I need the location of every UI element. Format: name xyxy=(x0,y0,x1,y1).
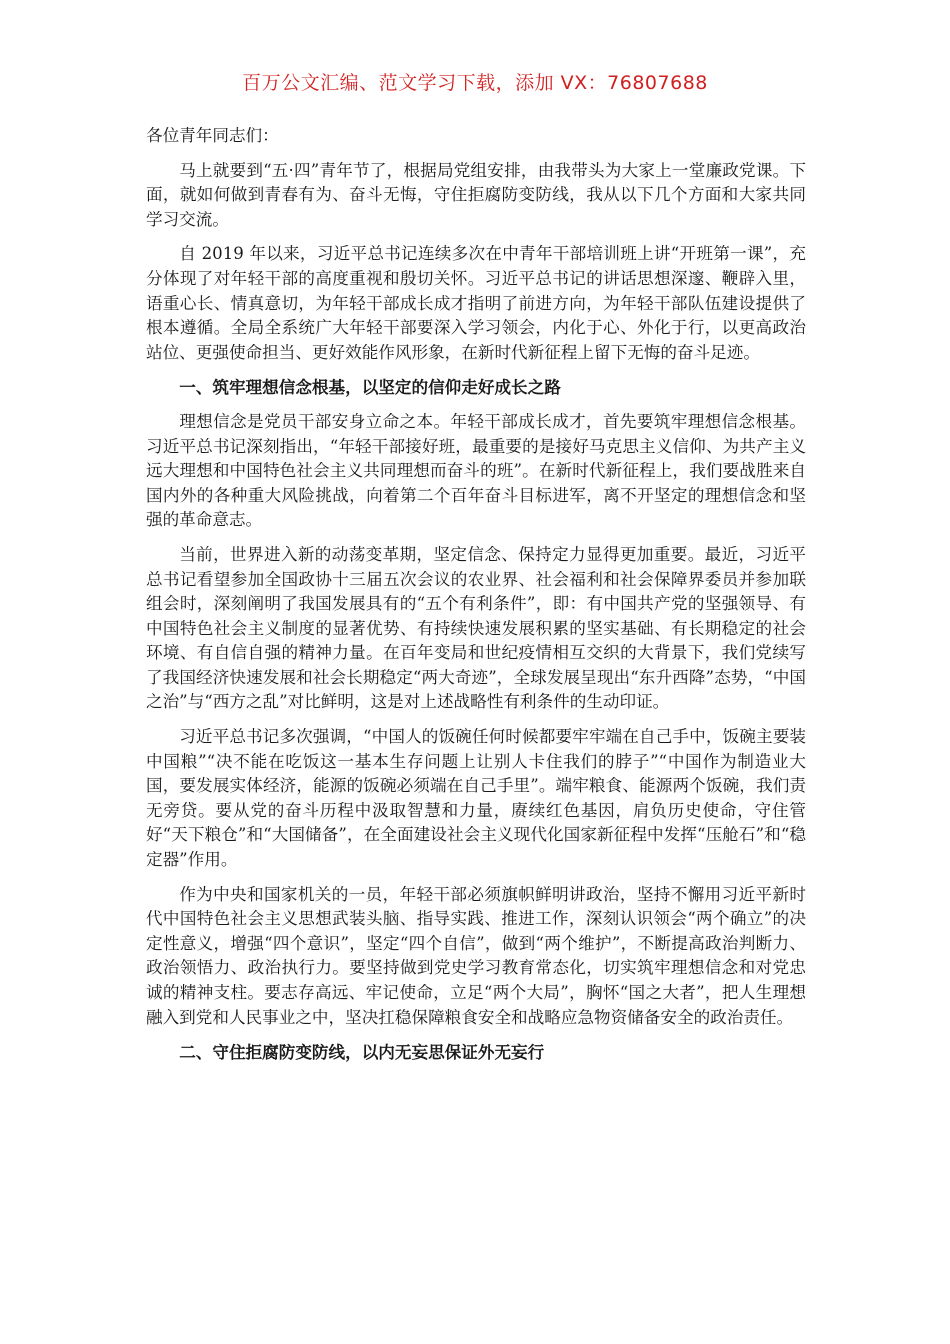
paragraph-intro: 马上就要到“五·四”青年节了，根据局党组安排，由我带头为大家上一堂廉政党课。下面，就如何做到青春有为、奋斗无悔，守住拒腐防变防线，我从以下几个方面和大家共同学习交流。 xyxy=(146,160,806,229)
watermark-banner: 百万公文汇编、范文学习下载，添加 VX：76807688 xyxy=(242,72,708,94)
paragraph-background: 自 2019 年以来，习近平总书记连续多次在中青年干部培训班上讲“开班第一课”，充分体现了对年轻干部的高度重视和殷切关怀。习近平总书记的讲话思想深邃、鞭辟入里，语重心长、情真意切，为年轻干部成长成才指明了前进方向，为年轻干部队伍建设提供了根本遵循。全局全系统广大年轻干部要深入学习领会，内化于心、外化于行，以更高政治站位、更强使命担当、更好效能作风形象，在新时代新征程上留下无悔的奋斗足迹。 xyxy=(146,244,806,362)
paragraph-world-situation: 当前，世界进入新的动荡变革期，坚定信念、保持定力显得更加重要。最近，习近平总书记看望参加全国政协十三届五次会议的农业界、社会福利和社会保障界委员并参加联组会时，深刻阐明了我国发展具有的“五个有利条件”，即：有中国共产党的坚强领导、有中国特色社会主义制度的显著优势、有持续快速发展积累的坚实基础、有长期稳定的社会环境、有自信自强的精神力量。在百年变局和世纪疫情相互交织的大背景下，我们党续写了我国经济快速发展和社会长期稳定“两大奇迹”，全球发展呈现出“东升西降”态势，“中国之治”与“西方之乱”对比鲜明，这是对上述战略性有利条件的生动印证。 xyxy=(146,544,806,712)
salutation: 各位青年同志们： xyxy=(146,126,279,145)
paragraph-food-energy: 习近平总书记多次强调，“中国人的饭碗任何时候都要牢牢端在自己手中，饭碗主要装中国粮”“决不能在吃饭这一基本生存问题上让别人卡住我们的脖子”“中国作为制造业大国，要发展实体经济，能源的饭碗必须端在自己手里”。端牢粮食、能源两个饭碗，我们责无旁贷。要从党的奋斗历程中汲取智慧和力量，赓续红色基因，肩负历史使命，守住管好“天下粮仓”和“大国储备”，在全面建设社会主义现代化国家新征程中发挥“压舱石”和“稳定器”作用。 xyxy=(146,727,806,870)
document-body xyxy=(146,124,806,1075)
section-heading-1: 一、筑牢理想信念根基，以坚定的信仰走好成长之路 xyxy=(179,377,561,398)
section-heading-2: 二、守住拒腐防变防线，以内无妄思保证外无妄行 xyxy=(179,1042,545,1063)
paragraph-ideals: 理想信念是党员干部安身立命之本。年轻干部成长成才，首先要筑牢理想信念根基。习近平总书记深刻指出，“年轻干部接好班，最重要的是接好马克思主义信仰、为共产主义远大理想和中国特色社会主义共同理想而奋斗的班”。在新时代新征程上，我们要战胜来自国内外的各种重大风险挑战，向着第二个百年奋斗目标进军，离不开坚定的理想信念和坚强的革命意志。 xyxy=(146,411,806,530)
paragraph-politics: 作为中央和国家机关的一员，年轻干部必须旗帜鲜明讲政治，坚持不懈用习近平新时代中国特色社会主义思想武装头脑、指导实践、推进工作，深刻认识领会“两个确立”的决定性意义，增强“四个意识”，坚定“四个自信”，做到“两个维护”，不断提高政治判断力、政治领悟力、政治执行力。要坚持做到党史学习教育常态化，切实筑牢理想信念和对党忠诚的精神支柱。要志存高远、牢记使命，立足“两个大局”，胸怀“国之大者”，把人生理想融入到党和人民事业之中，坚决扛稳保障粮食安全和战略应急物资储备安全的政治责任。 xyxy=(146,884,806,1027)
